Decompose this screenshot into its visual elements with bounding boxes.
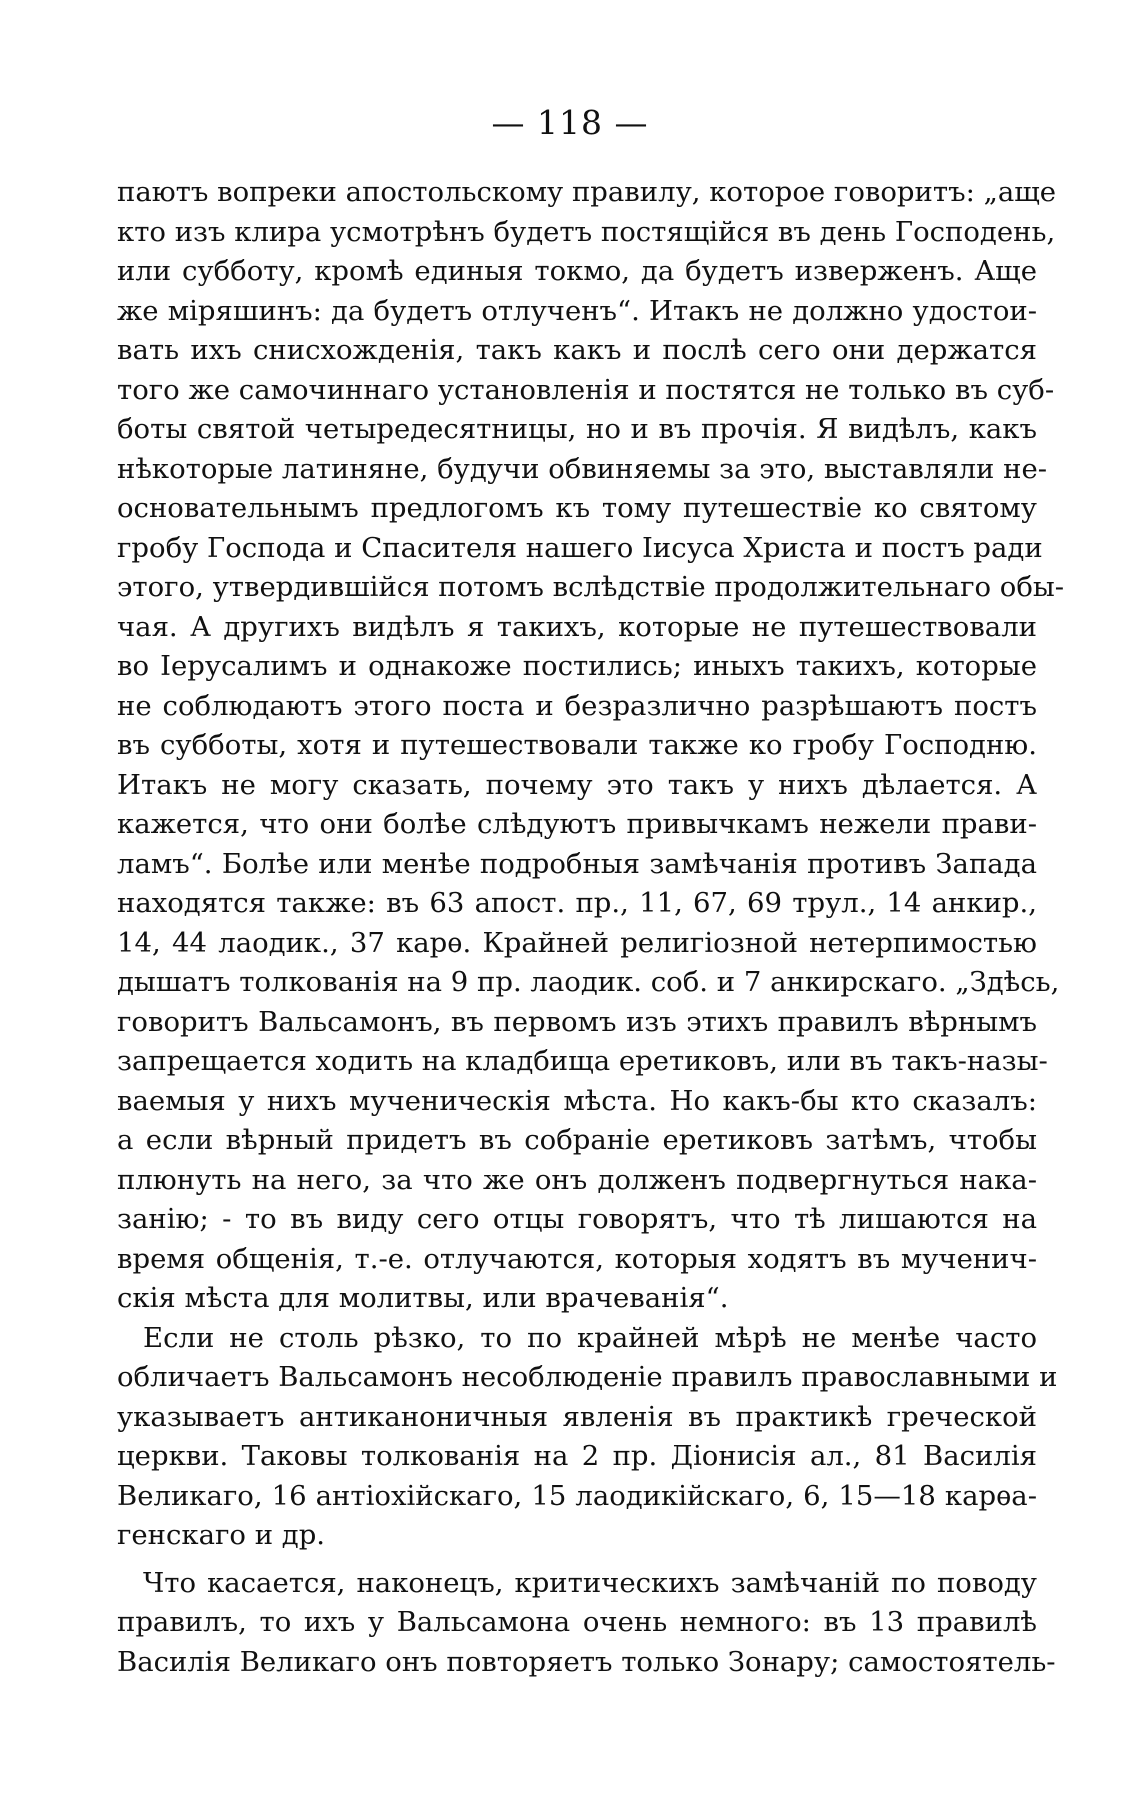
text-line: Если не столь рѣзко, то по крайней мѣрѣ не менѣе часто bbox=[143, 1321, 1037, 1354]
text-line: вать ихъ снисхожденія, такъ какъ и послѣ сего они держатся bbox=[117, 334, 1037, 366]
text-line: генскаго и др. bbox=[117, 1519, 326, 1551]
text-line: гробу Господа и Спасителя нашего Іисуса Христа и постъ ради bbox=[117, 531, 1043, 564]
text-line: обличаетъ Вальсамонъ несоблюденіе правилъ православными и bbox=[117, 1361, 1058, 1393]
text-line: время общенія, т.-е. отлучаются, которыя ходятъ въ мученич- bbox=[117, 1242, 1037, 1275]
text-line: въ субботы, хотя и путешествовали также ко гробу Господню. bbox=[117, 729, 1037, 761]
text-line: ламъ“. Болѣе или менѣе подробныя замѣчанія противъ Запада bbox=[117, 847, 1037, 880]
text-line: Василія Великаго онъ повторяетъ только Зонару; самостоятель- bbox=[117, 1645, 1056, 1678]
text-line: чая. А другихъ видѣлъ я такихъ, которые не путешествовали bbox=[117, 610, 1037, 643]
text-line: того же самочиннаго установленія и постятся не только въ суб- bbox=[117, 373, 1055, 406]
text-line: основательнымъ предлогомъ къ тому путешествіе ко святому bbox=[117, 492, 1037, 524]
text-line: 14, 44 лаодик., 37 карѳ. Крайней религіозной нетерпимостью bbox=[117, 926, 1037, 959]
text-line: ваемыя у нихъ мученическія мѣста. Но какъ-бы кто сказалъ: bbox=[117, 1084, 1037, 1117]
text-line: запрещается ходить на кладбища еретиковъ, или въ такъ-назы- bbox=[117, 1045, 1048, 1077]
text-line: указываетъ антиканоничныя явленія въ практикѣ греческой bbox=[117, 1400, 1037, 1433]
text-line: Что касается, наконецъ, критическихъ замѣчаній по поводу bbox=[143, 1566, 1037, 1599]
text-line: находятся также: въ 63 апост. пр., 11, 67, 69 трул., 14 анкир., bbox=[117, 887, 1037, 919]
text-line: этого, утвердившійся потомъ вслѣдствіе продолжительнаго обы- bbox=[117, 571, 1065, 603]
text-line: а если вѣрный придетъ въ собраніе еретиковъ затѣмъ, чтобы bbox=[117, 1124, 1037, 1156]
text-line: Итакъ не могу сказать, почему это такъ у нихъ дѣлается. А bbox=[117, 768, 1037, 801]
paragraph-3 bbox=[117, 1564, 1056, 1683]
text-line: же міряшинъ: да будетъ отлученъ“. Итакъ не должно удостои- bbox=[117, 294, 1037, 327]
paragraph-2 bbox=[117, 1319, 1058, 1556]
text-line: кажется, что они болѣе слѣдуютъ привычкамъ нежели прави- bbox=[117, 808, 1037, 840]
text-line: скія мѣста для молитвы, или врачеванія“. bbox=[117, 1282, 729, 1314]
paragraph-spacer bbox=[117, 1556, 1037, 1564]
text-line: во Іерусалимъ и однакоже постились; иныхъ такихъ, которые bbox=[117, 650, 1037, 682]
text-line: не соблюдаютъ этого поста и безразлично разрѣшаютъ постъ bbox=[117, 689, 1037, 722]
text-line: нѣкоторые латиняне, будучи обвиняемы за это, выставляли не- bbox=[117, 452, 1048, 485]
text-line: или субботу, кромѣ единыя токмо, да будетъ изверженъ. Аще bbox=[117, 255, 1037, 287]
text-line: занію; - то въ виду сего отцы говорятъ, что тѣ лишаются на bbox=[117, 1203, 1037, 1235]
text-line: боты святой четыредесятницы, но и въ прочія. Я видѣлъ, какъ bbox=[117, 413, 1037, 445]
paragraph-1 bbox=[117, 173, 1065, 1319]
page-number: — 118 — bbox=[491, 103, 649, 142]
text-line: церкви. Таковы толкованія на 2 пр. Діонисія ал., 81 Василія bbox=[117, 1440, 1037, 1472]
text-line: дышатъ толкованія на 9 пр. лаодик. соб. и 7 анкирскаго. „Здѣсь, bbox=[117, 966, 1060, 998]
text-line: Великаго, 16 антіохійскаго, 15 лаодикійскаго, 6, 15—18 карѳа- bbox=[117, 1479, 1037, 1512]
text-line: плюнуть на него, за что же онъ долженъ подвергнуться нака- bbox=[117, 1163, 1037, 1196]
text-line: кто изъ клира усмотрѣнъ будетъ постящійся въ день Господень, bbox=[117, 215, 1056, 248]
text-line: паютъ вопреки апостольскому правилу, которое говоритъ: „аще bbox=[117, 176, 1057, 208]
text-line: говоритъ Вальсамонъ, въ первомъ изъ этихъ правилъ вѣрнымъ bbox=[117, 1005, 1037, 1038]
body-text bbox=[117, 173, 1065, 1682]
text-line: правилъ, то ихъ у Вальсамона очень немного: въ 13 правилѣ bbox=[117, 1606, 1037, 1638]
